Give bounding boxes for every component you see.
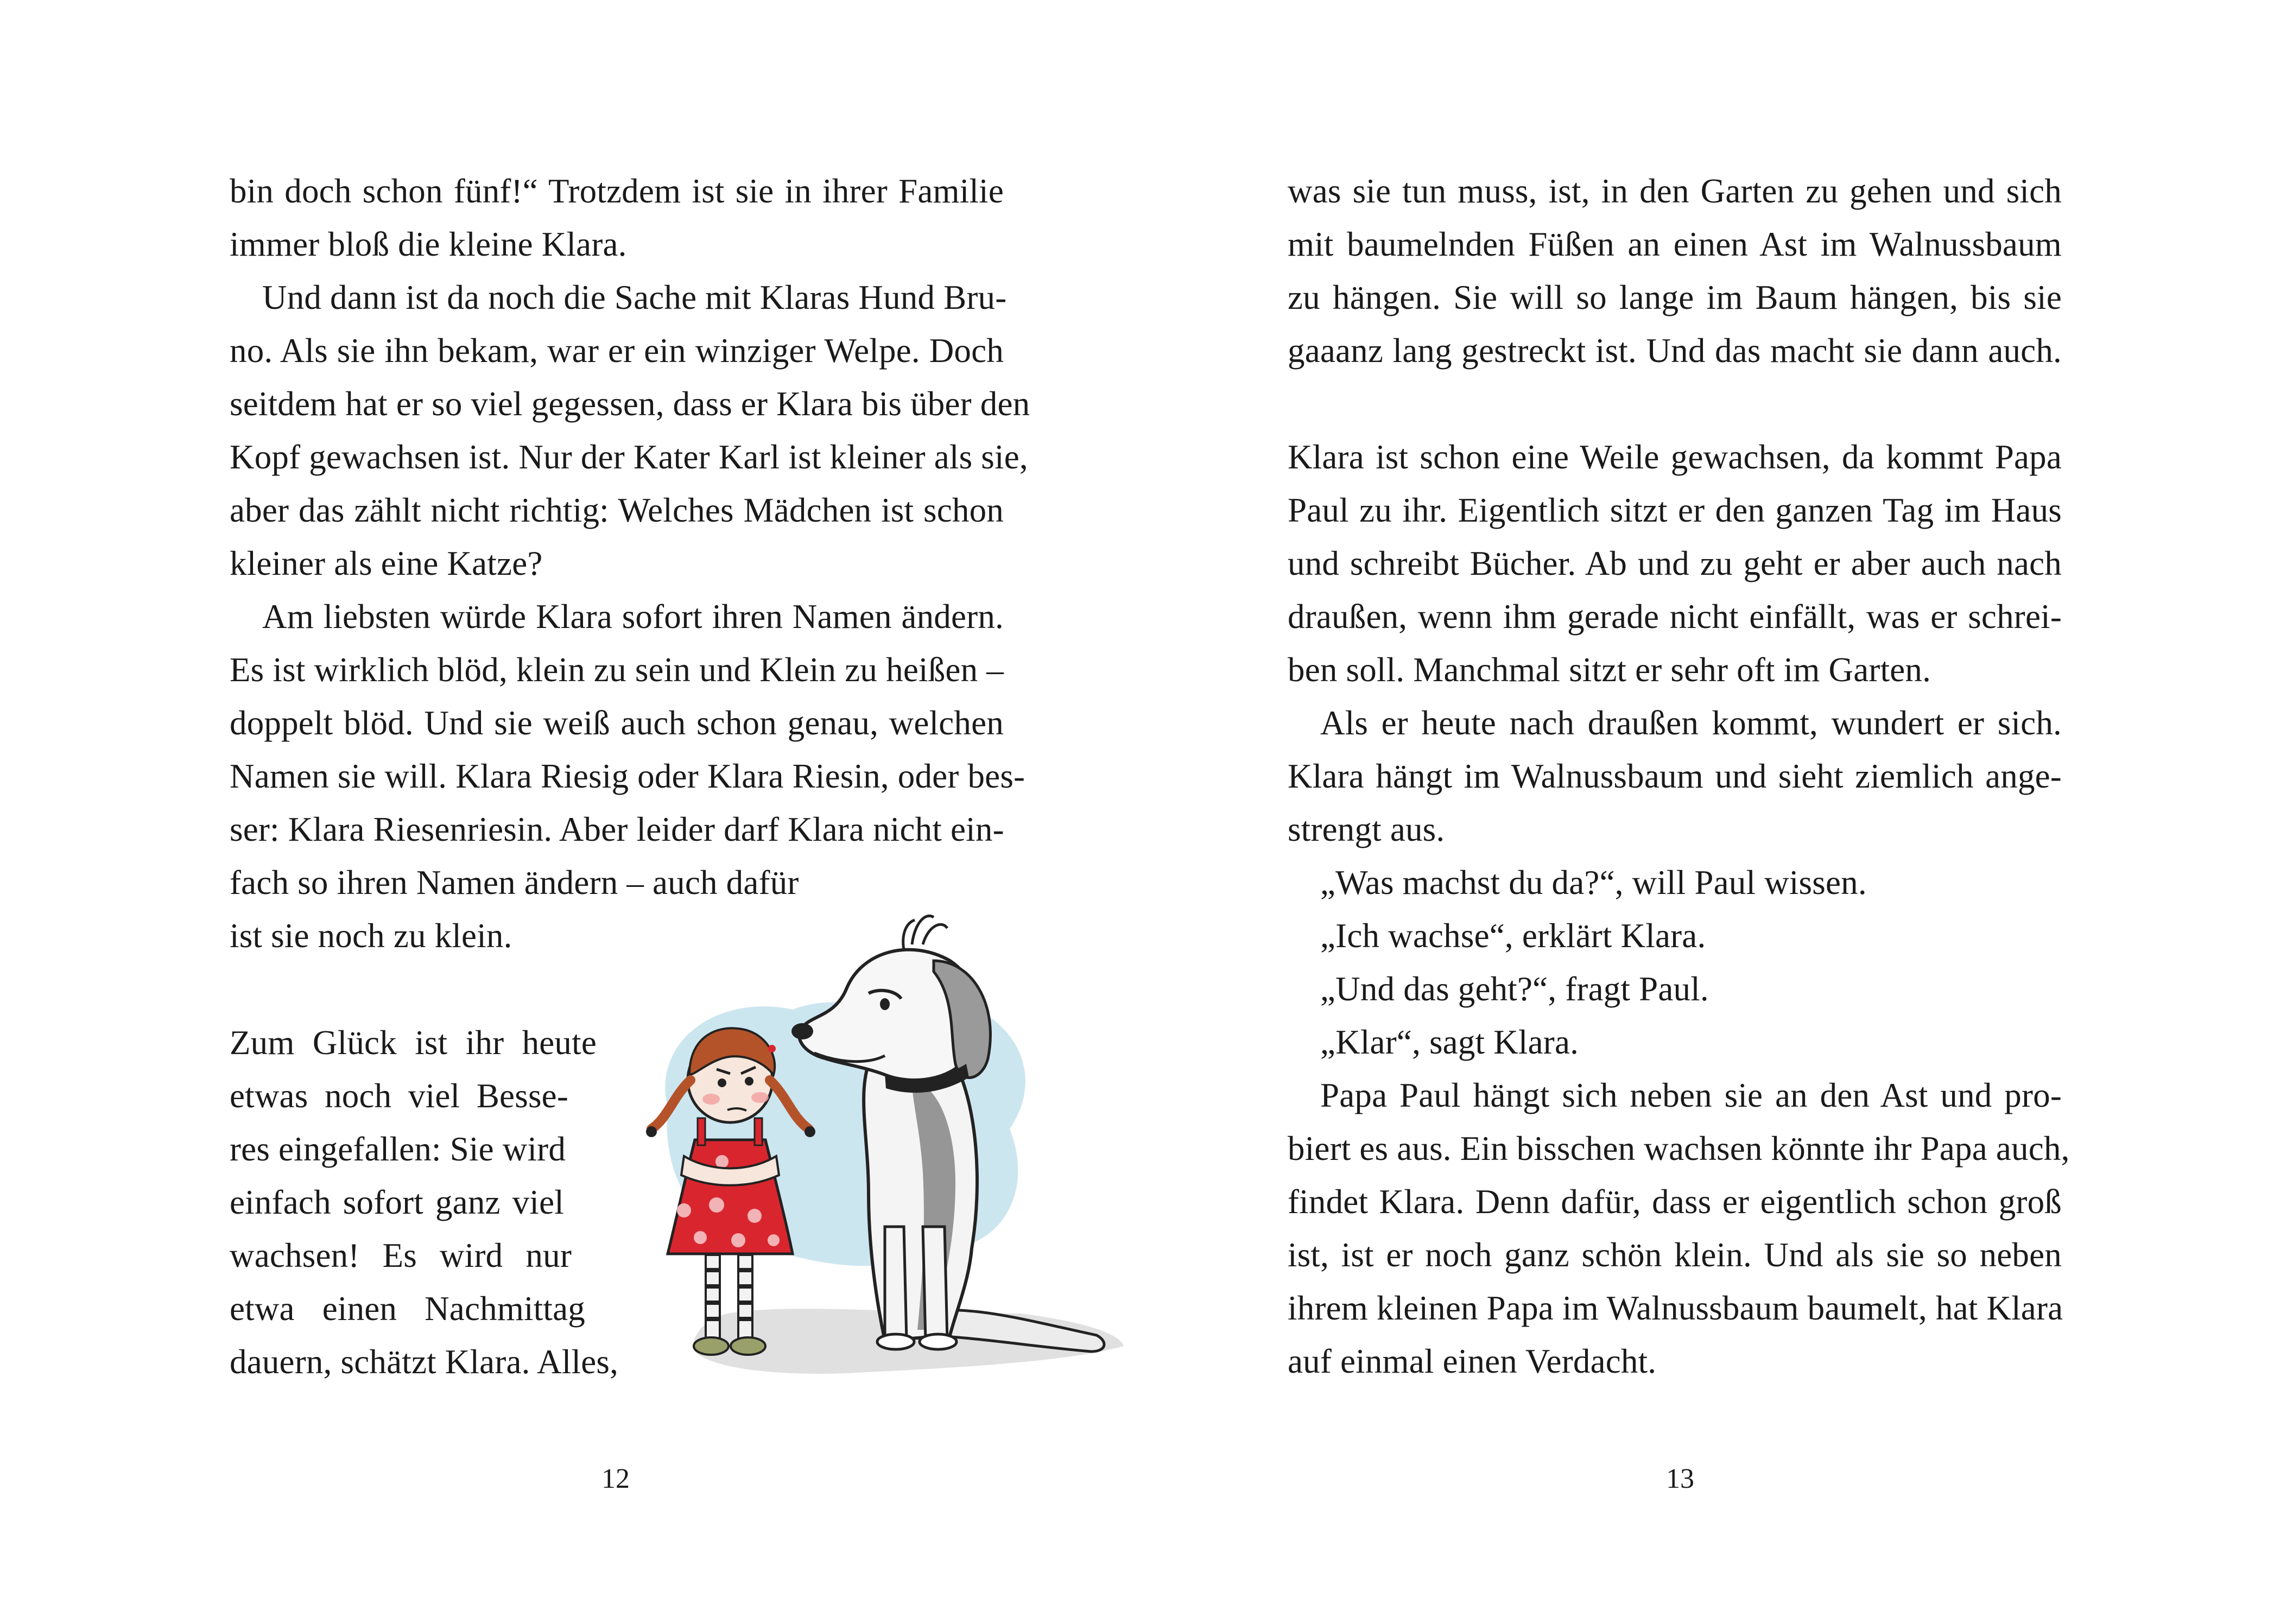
text-line: findet Klara. Denn dafür, dass er eigentlich schon groß <box>1288 1183 2062 1221</box>
text-line: res eingefallen: Sie wird <box>230 1130 566 1168</box>
text-line: no. Als sie ihn bekam, war er ein winziger Welpe. Doch <box>230 332 1004 370</box>
text-line: ihrem kleinen Papa im Walnussbaum baumelt, hat Klara <box>1288 1289 2063 1327</box>
right-page <box>1137 0 2274 1624</box>
text-line: Am liebsten würde Klara sofort ihren Namen ändern. <box>262 598 1004 636</box>
text-line: „Was machst du da?“, will Paul wissen. <box>1320 864 1867 902</box>
text-line: kleiner als eine Katze? <box>230 544 543 582</box>
text-line: Paul zu ihr. Eigentlich sitzt er den ganzen Tag im Haus <box>1288 491 2062 529</box>
text-line: was sie tun muss, ist, in den Garten zu gehen und sich <box>1288 172 2062 210</box>
illustration-svg <box>630 901 1140 1411</box>
text-line: „Ich wachse“, erklärt Klara. <box>1320 917 1706 955</box>
page-number: 12 <box>601 1463 630 1494</box>
text-line: etwas noch viel Besse- <box>230 1077 568 1115</box>
text-line: strengt aus. <box>1288 810 1445 848</box>
text-line: Als er heute nach draußen kommt, wundert er sich. <box>1320 704 2062 742</box>
text-line: „Klar“, sagt Klara. <box>1320 1023 1579 1061</box>
text-line: bin doch schon fünf!“ Trotzdem ist sie in ihrer Familie <box>230 172 1004 210</box>
text-line: auf einmal einen Verdacht. <box>1288 1342 1657 1380</box>
text-line: seitdem hat er so viel gegessen, dass er Klara bis über den <box>230 385 1030 423</box>
text-line: Klara hängt im Walnussbaum und sieht ziemlich ange- <box>1288 757 2062 795</box>
text-line: ben soll. Manchmal sitzt er sehr oft im Garten. <box>1288 651 1931 689</box>
text-line: ser: Klara Riesenriesin. Aber leider darf Klara nicht ein- <box>230 810 1004 848</box>
text-line: doppelt blöd. Und sie weiß auch schon genau, welchen <box>230 704 1004 742</box>
text-line: etwa einen Nachmittag <box>230 1290 585 1328</box>
text-line: einfach sofort ganz viel <box>230 1183 564 1221</box>
text-line: mit baumelnden Füßen an einen Ast im Walnussbaum <box>1288 225 2062 263</box>
text-line: Papa Paul hängt sich neben sie an den Ast und pro- <box>1320 1076 2062 1114</box>
text-line: gaaanz lang gestreckt ist. Und das macht sie dann auch. <box>1288 332 2062 370</box>
text-line: Und dann ist da noch die Sache mit Klaras Hund Bru- <box>262 278 1007 316</box>
girl-and-dog-illustration <box>630 901 1140 1411</box>
text-line: Zum Glück ist ihr heute <box>230 1024 597 1062</box>
text-line: wachsen! Es wird nur <box>230 1236 572 1274</box>
text-line: immer bloß die kleine Klara. <box>230 225 627 263</box>
page-number: 13 <box>1666 1463 1694 1494</box>
text-line: draußen, wenn ihm gerade nicht einfällt, was er schrei- <box>1288 598 2062 636</box>
text-line: Es ist wirklich blöd, klein zu sein und Klein zu heißen – <box>230 651 1004 689</box>
text-line: biert es aus. Ein bisschen wachsen könnte ihr Papa auch, <box>1288 1130 2070 1168</box>
text-line: „Und das geht?“, fragt Paul. <box>1320 970 1709 1008</box>
text-line: fach so ihren Namen ändern – auch dafür <box>230 864 799 902</box>
text-line: Kopf gewachsen ist. Nur der Kater Karl ist kleiner als sie, <box>230 438 1028 476</box>
text-line: zu hängen. Sie will so lange im Baum hängen, bis sie <box>1288 278 2062 316</box>
text-line: Klara ist schon eine Weile gewachsen, da kommt Papa <box>1288 438 2062 476</box>
text-line: Namen sie will. Klara Riesig oder Klara Riesin, oder bes- <box>230 757 1025 795</box>
text-line: und schreibt Bücher. Ab und zu geht er aber auch nach <box>1288 544 2062 582</box>
text-line: ist sie noch zu klein. <box>230 917 512 955</box>
text-line: aber das zählt nicht richtig: Welches Mädchen ist schon <box>230 491 1004 529</box>
text-line: ist, ist er noch ganz schön klein. Und als sie so neben <box>1288 1236 2062 1274</box>
text-line: dauern, schätzt Klara. Alles, <box>230 1343 619 1381</box>
